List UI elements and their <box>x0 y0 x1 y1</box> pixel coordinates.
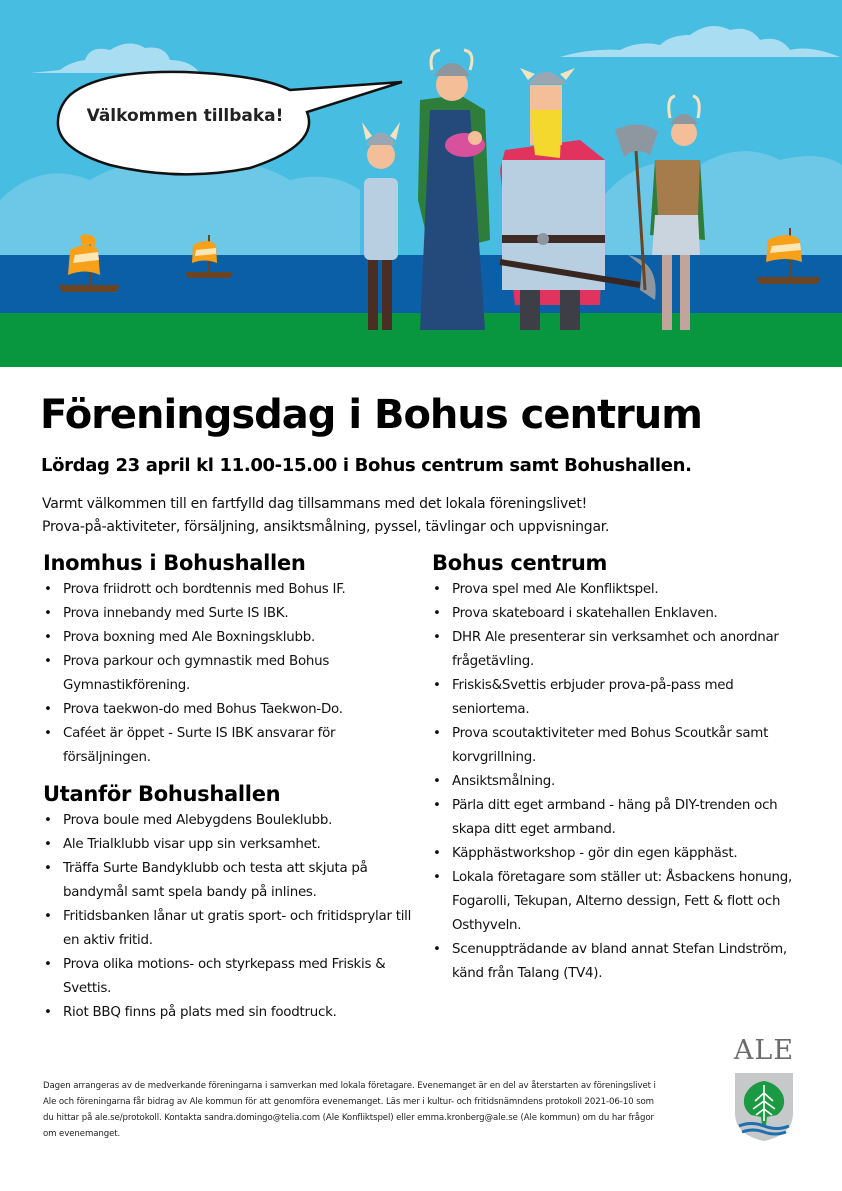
bullet-icon: • <box>44 606 52 621</box>
bullet-icon: • <box>44 909 52 924</box>
bullet-icon: • <box>44 630 52 645</box>
event-date-time: Lördag 23 april kl 11.00-15.00 i Bohus centrum samt Bohushallen. <box>41 455 692 476</box>
activity-list <box>43 578 413 770</box>
ale-kommun-logo <box>724 1035 804 1145</box>
bullet-icon: • <box>44 957 52 972</box>
list-item: • Ansiktsmålning. <box>432 770 802 794</box>
bullet-icon: • <box>44 654 52 669</box>
list-item: • Prova boxning med Ale Boxningsklubb. <box>43 626 413 650</box>
list-item: • Prova innebandy med Surte IS IBK. <box>43 602 413 626</box>
list-item: • Prova parkour och gymnastik med Bohus Gymnastikförening. <box>43 650 413 698</box>
intro-line: Varmt välkommen till en fartfylld dag tillsammans med det lokala föreningslivet! <box>42 496 587 512</box>
list-item: • DHR Ale presenterar sin verksamhet och anordnar frågetävling. <box>432 626 802 674</box>
bullet-icon: • <box>433 942 441 957</box>
bullet-icon: • <box>44 726 52 741</box>
activity-list <box>432 578 802 986</box>
section-utanfor <box>43 781 413 1025</box>
bullet-icon: • <box>44 861 52 876</box>
bullet-icon: • <box>433 582 441 597</box>
list-item: • Fritidsbanken lånar ut gratis sport- och fritidsprylar till en aktiv fritid. <box>43 905 413 953</box>
list-item: • Prova olika motions- och styrkepass med Friskis & Svettis. <box>43 953 413 1001</box>
bullet-icon: • <box>433 798 441 813</box>
bullet-icon: • <box>44 1005 52 1020</box>
viking-scene-image <box>0 0 842 367</box>
list-item: • Käpphästworkshop - gör din egen käpphäst. <box>432 842 802 866</box>
list-item: • Riot BBQ finns på plats med sin foodtruck. <box>43 1001 413 1025</box>
bullet-icon: • <box>433 726 441 741</box>
list-item: • Ale Trialklubb visar upp sin verksamhet. <box>43 833 413 857</box>
list-item: • Träffa Surte Bandyklubb och testa att skjuta på bandymål samt spela bandy på inlines. <box>43 857 413 905</box>
footer-text: Dagen arrangeras av de medverkande föreningarna i samverkan med lokala företagare. Evenemanget är en del av återstarten av föreningslivet i Ale och föreningarna får bidrag av Ale kommun för att genomföra evenemanget. Läs mer i kultur- och fritidsnämndens protokoll 2021-06-10 som du hittar på ale.se/protokoll. Kontakta sandra.domingo@telia.com (Ale Konfliktspel) eller emma.kronberg@ale.se (Ale kommun) om du har frågor om evenemanget. <box>43 1081 656 1139</box>
page-title: Föreningsdag i Bohus centrum <box>40 392 702 438</box>
list-item: • Prova skateboard i skatehallen Enklaven. <box>432 602 802 626</box>
intro-text <box>42 493 609 539</box>
bullet-icon: • <box>44 813 52 828</box>
list-item: • Prova taekwon-do med Bohus Taekwon-Do. <box>43 698 413 722</box>
list-item: • Lokala företagare som ställer ut: Åsbackens honung, Fogarolli, Tekupan, Alterno dessign, Fett & flott och Osthyveln. <box>432 866 802 938</box>
speech-bubble-text: Välkommen tillbaka! <box>86 106 284 126</box>
activity-list <box>43 809 413 1025</box>
logo-text: ALE <box>733 1035 795 1066</box>
list-item: • Scenuppträdande av bland annat Stefan Lindström, känd från Talang (TV4). <box>432 938 802 986</box>
bullet-icon: • <box>44 702 52 717</box>
section-bohus-centrum <box>432 550 802 986</box>
bullet-icon: • <box>44 837 52 852</box>
section-heading: Utanför Bohushallen <box>43 782 281 806</box>
bullet-icon: • <box>433 630 441 645</box>
hero-illustration <box>0 0 842 367</box>
bullet-icon: • <box>433 606 441 621</box>
bullet-icon: • <box>433 678 441 693</box>
list-item: • Prova scoutaktiviteter med Bohus Scoutkår samt korvgrillning. <box>432 722 802 770</box>
bullet-icon: • <box>44 582 52 597</box>
bullet-icon: • <box>433 846 441 861</box>
section-heading: Inomhus i Bohushallen <box>43 551 306 575</box>
bullet-icon: • <box>433 774 441 789</box>
list-item: • Prova boule med Alebygdens Bouleklubb. <box>43 809 413 833</box>
section-heading: Bohus centrum <box>432 551 608 575</box>
list-item: • Prova spel med Ale Konfliktspel. <box>432 578 802 602</box>
ale-kommun-shield-icon <box>733 1071 795 1143</box>
section-inomhus <box>43 550 413 770</box>
list-item: • Caféet är öppet - Surte IS IBK ansvarar för försäljningen. <box>43 722 413 770</box>
bullet-icon: • <box>433 870 441 885</box>
list-item: • Friskis&Svettis erbjuder prova-på-pass med seniortema. <box>432 674 802 722</box>
list-item: • Prova friidrott och bordtennis med Bohus IF. <box>43 578 413 602</box>
intro-line: Prova-på-aktiviteter, försäljning, ansiktsmålning, pyssel, tävlingar och uppvisningar. <box>42 519 610 535</box>
list-item: • Pärla ditt eget armband - häng på DIY-trenden och skapa ditt eget armband. <box>432 794 802 842</box>
